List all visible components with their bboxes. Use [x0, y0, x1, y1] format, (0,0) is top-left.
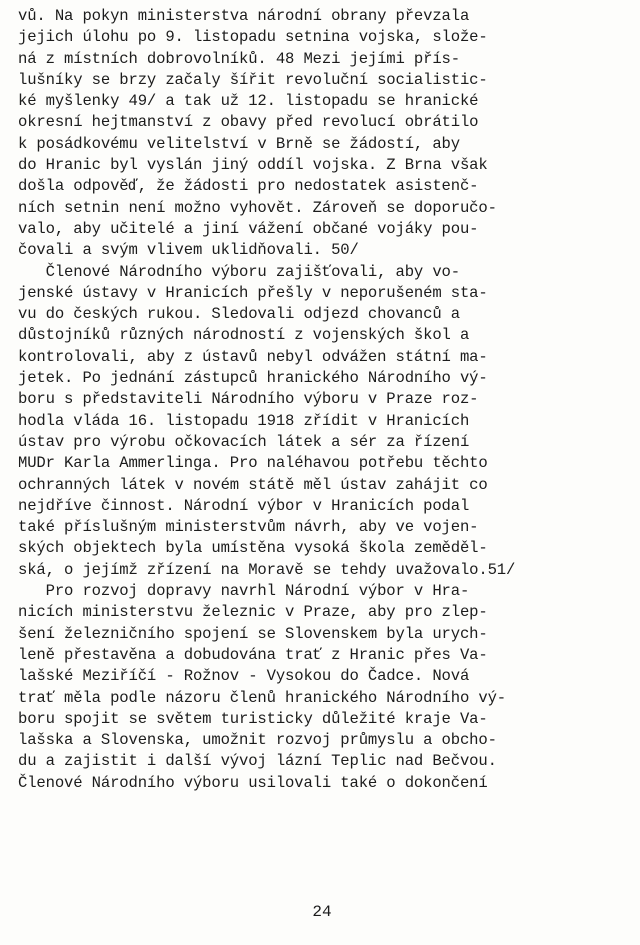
text-line: ná z místních dobrovolníků. 48 Mezi jejími přís- [18, 49, 460, 68]
text-line: kontrolovali, aby z ústavů nebyl odvážen státní ma- [18, 347, 488, 366]
body-text [18, 6, 628, 794]
text-line: jetek. Po jednání zástupců hranického Národního vý- [18, 369, 488, 388]
text-line: MUDr Karla Ammerlinga. Pro naléhavou potřebu těchto [18, 454, 488, 473]
text-line: ké myšlenky 49/ a tak už 12. listopadu se hranické [18, 92, 479, 111]
text-line: k posádkovému velitelství v Brně se žádostí, aby [18, 134, 460, 153]
text-line: boru spojit se světem turisticky důležité kraje Va- [18, 709, 488, 728]
text-line: lašska a Slovenska, umožnit rozvoj průmyslu a obcho- [18, 731, 497, 750]
text-line: okresní hejtmanství z obavy před revolucí obrátilo [18, 113, 479, 132]
text-line: lušníky se brzy začaly šířit revoluční socialistic- [18, 70, 488, 89]
text-line: došla odpověď, že žádosti pro nedostatek asistenč- [18, 177, 479, 196]
text-line: nicích ministerstvu železnic v Praze, aby pro zlep- [18, 603, 488, 622]
text-line: Pro rozvoj dopravy navrhl Národní výbor v Hra- [18, 582, 470, 601]
text-line: trať měla podle názoru členů hranického Národního vý- [18, 688, 507, 707]
text-line: valo, aby učitelé a jiní vážení občané vojáky pou- [18, 219, 479, 238]
text-line: důstojníků různých národností z vojenských škol a [18, 326, 470, 345]
text-line: vu do českých rukou. Sledovali odjezd chovanců a [18, 305, 460, 324]
text-line: jenské ústavy v Hranicích přešly v neporušeném sta- [18, 283, 488, 302]
text-line: lašské Meziříčí - Rožnov - Vysokou do Čadce. Nová [18, 667, 470, 686]
text-line: boru s představiteli Národního výboru v Praze roz- [18, 390, 479, 409]
text-line: leně přestavěna a dobudována trať z Hranic přes Va- [18, 645, 488, 664]
text-line: Členové Národního výboru zajišťovali, aby vo- [18, 262, 460, 281]
page-number: 24 [312, 903, 332, 921]
text-line: du a zajistit i další vývoj lázní Teplic nad Bečvou. [18, 752, 497, 771]
text-line: ských objektech byla umístěna vysoká škola zeměděl- [18, 539, 488, 558]
text-line: čovali a svým vlivem uklidňovali. 50/ [18, 241, 359, 260]
text-line: ústav pro výrobu očkovacích látek a sér za řízení [18, 432, 470, 451]
text-line: ních setnin není možno vyhovět. Zároveň se doporučo- [18, 198, 497, 217]
text-line: hodla vláda 16. listopadu 1918 zřídit v Hranicích [18, 411, 470, 430]
text-line: ská, o jejímž zřízení na Moravě se tehdy uvažovalo.51/ [18, 560, 516, 579]
text-line: jejich úlohu po 9. listopadu setnina vojska, slože- [18, 28, 488, 47]
text-line: také příslušným ministerstvům návrh, aby ve vojen- [18, 518, 479, 537]
text-line: nejdříve činnost. Národní výbor v Hranicích podal [18, 496, 470, 515]
text-line: Členové Národního výboru usilovali také o dokončení [18, 773, 488, 792]
text-line: do Hranic byl vyslán jiný oddíl vojska. Z Brna však [18, 156, 488, 175]
text-line: ochranných látek v novém státě měl ústav zahájit co [18, 475, 488, 494]
text-line: vů. Na pokyn ministerstva národní obrany převzala [18, 7, 470, 25]
text-line: šení železničního spojení se Slovenskem byla urych- [18, 624, 488, 643]
